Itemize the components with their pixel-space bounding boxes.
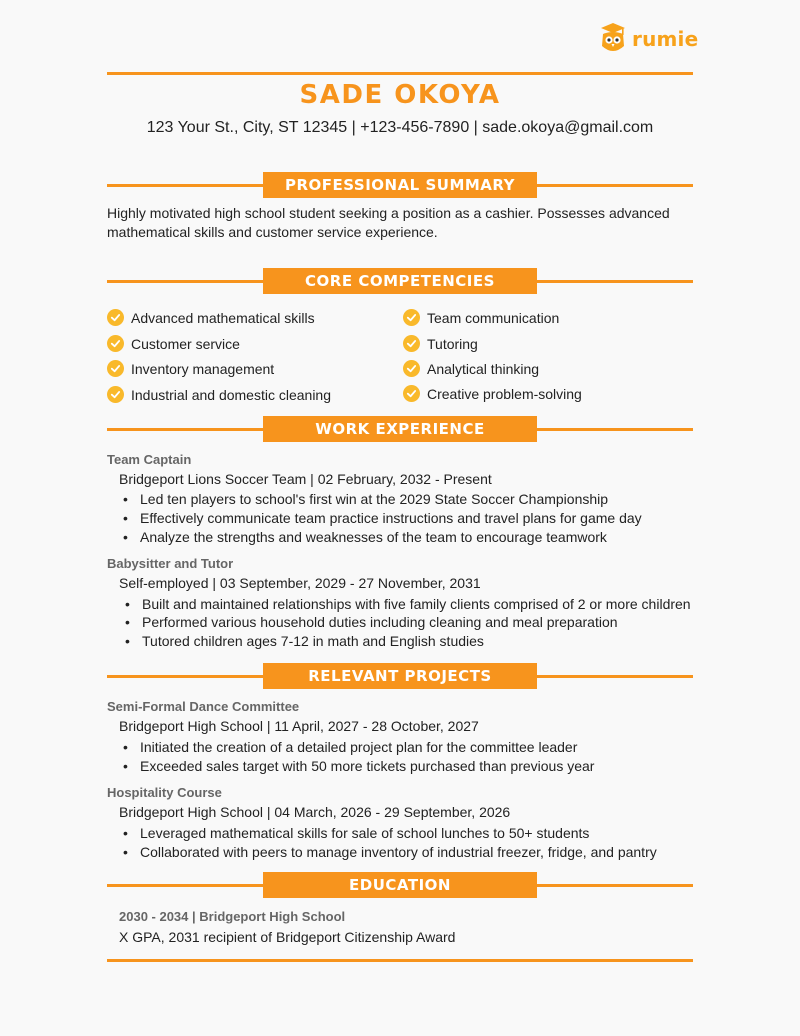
summary-line: Highly motivated high school student seeking a position as a cashier. Possesses advanced: [107, 205, 670, 221]
competency-item: [107, 335, 240, 352]
competency-item: [403, 309, 559, 326]
bullet-text: Tutored children ages 7-12 in math and English studies: [142, 633, 484, 649]
check-icon: [107, 386, 124, 403]
project-title: Hospitality Course: [107, 785, 222, 800]
top-divider: [107, 72, 693, 75]
job-bullet: • Performed various household duties including cleaning and meal preparation: [125, 614, 618, 630]
job-meta: Bridgeport Lions Soccer Team | 02 February, 2032 - Present: [119, 471, 492, 487]
job-bullet: • Effectively communicate team practice instructions and travel plans for game day: [123, 510, 642, 526]
project-bullet: • Exceeded sales target with 50 more tickets purchased than previous year: [123, 758, 595, 774]
owl-logo-icon: [599, 22, 627, 56]
competency-item: [107, 360, 274, 377]
project-title: Semi-Formal Dance Committee: [107, 699, 300, 714]
project-bullet: • Collaborated with peers to manage inventory of industrial freezer, fridge, and pantry: [123, 844, 657, 860]
bullet-text: Performed various household duties including cleaning and meal preparation: [142, 614, 618, 630]
check-icon: [107, 360, 124, 377]
check-icon: [403, 360, 420, 377]
competency-label: Creative problem-solving: [427, 385, 582, 402]
brand-logo: [599, 22, 698, 56]
section-header-projects: [107, 663, 693, 689]
job-title: Babysitter and Tutor: [107, 556, 234, 571]
education-title: 2030 - 2034 | Bridgeport High School: [119, 909, 346, 924]
competency-label: Industrial and domestic cleaning: [131, 386, 332, 403]
section-title: RELEVANT PROJECTS: [263, 663, 537, 689]
section-header-work: [107, 416, 693, 442]
bullet-text: Effectively communicate team practice instructions and travel plans for game day: [140, 510, 642, 526]
project-meta: Bridgeport High School | 11 April, 2027 - 28 October, 2027: [119, 718, 479, 734]
summary-text: [107, 204, 693, 242]
competency-label: Inventory management: [131, 360, 275, 377]
competency-item: [107, 309, 315, 326]
bullet-text: Built and maintained relationships with five family clients comprised of 2 or more children: [142, 596, 691, 612]
job-meta: Self-employed | 03 September, 2029 - 27 November, 2031: [119, 575, 481, 591]
contact-info: 123 Your St., City, ST 12345 | +123-456-7890 | sade.okoya@gmail.com: [146, 119, 654, 136]
competency-item: [107, 386, 331, 403]
bullet-text: Initiated the creation of a detailed project plan for the committee leader: [140, 739, 578, 755]
bottom-divider: [107, 959, 693, 962]
check-icon: [403, 385, 420, 402]
bullet-text: Analyze the strengths and weaknesses of the team to encourage teamwork: [140, 529, 607, 545]
section-title: EDUCATION: [263, 872, 537, 898]
job-bullet: • Led ten players to school's first win at the 2029 State Soccer Championship: [123, 491, 609, 507]
project-bullet: • Initiated the creation of a detailed project plan for the committee leader: [123, 739, 578, 755]
bullet-text: Exceeded sales target with 50 more tickets purchased than previous year: [140, 758, 595, 774]
section-header-summary: [107, 172, 693, 198]
brand-name: rumie: [632, 27, 699, 51]
bullet-text: Leveraged mathematical skills for sale of school lunches to 50+ students: [140, 825, 590, 841]
competency-label: Customer service: [131, 335, 240, 352]
job-title: Team Captain: [107, 452, 192, 467]
education-detail: X GPA, 2031 recipient of Bridgeport Citizenship Award: [119, 929, 456, 945]
check-icon: [403, 309, 420, 326]
competency-item: [403, 385, 582, 402]
competency-label: Analytical thinking: [427, 360, 540, 377]
section-title: PROFESSIONAL SUMMARY: [263, 172, 537, 198]
check-icon: [107, 335, 124, 352]
bullet-text: Collaborated with peers to manage inventory of industrial freezer, fridge, and pantry: [140, 844, 657, 860]
competency-label: Tutoring: [427, 335, 478, 352]
candidate-name: SADE OKOYA: [299, 80, 501, 110]
section-header-competencies: [107, 268, 693, 294]
section-header-education: [107, 872, 693, 898]
competency-item: [403, 360, 539, 377]
bullet-text: Led ten players to school's first win at the 2029 State Soccer Championship: [140, 491, 609, 507]
competency-label: Team communication: [427, 309, 560, 326]
summary-line: mathematical skills and customer service experience.: [107, 224, 438, 240]
section-title: WORK EXPERIENCE: [263, 416, 537, 442]
check-icon: [107, 309, 124, 326]
job-bullet: • Tutored children ages 7-12 in math and English studies: [125, 633, 484, 649]
job-bullet: • Analyze the strengths and weaknesses of the team to encourage teamwork: [123, 529, 607, 545]
competency-label: Advanced mathematical skills: [131, 309, 315, 326]
job-bullet: • Built and maintained relationships with five family clients comprised of 2 or more children: [125, 596, 691, 612]
competency-item: [403, 335, 478, 352]
section-title: CORE COMPETENCIES: [263, 268, 537, 294]
project-meta: Bridgeport High School | 04 March, 2026 - 29 September, 2026: [119, 804, 511, 820]
project-bullet: • Leveraged mathematical skills for sale of school lunches to 50+ students: [123, 825, 590, 841]
check-icon: [403, 335, 420, 352]
